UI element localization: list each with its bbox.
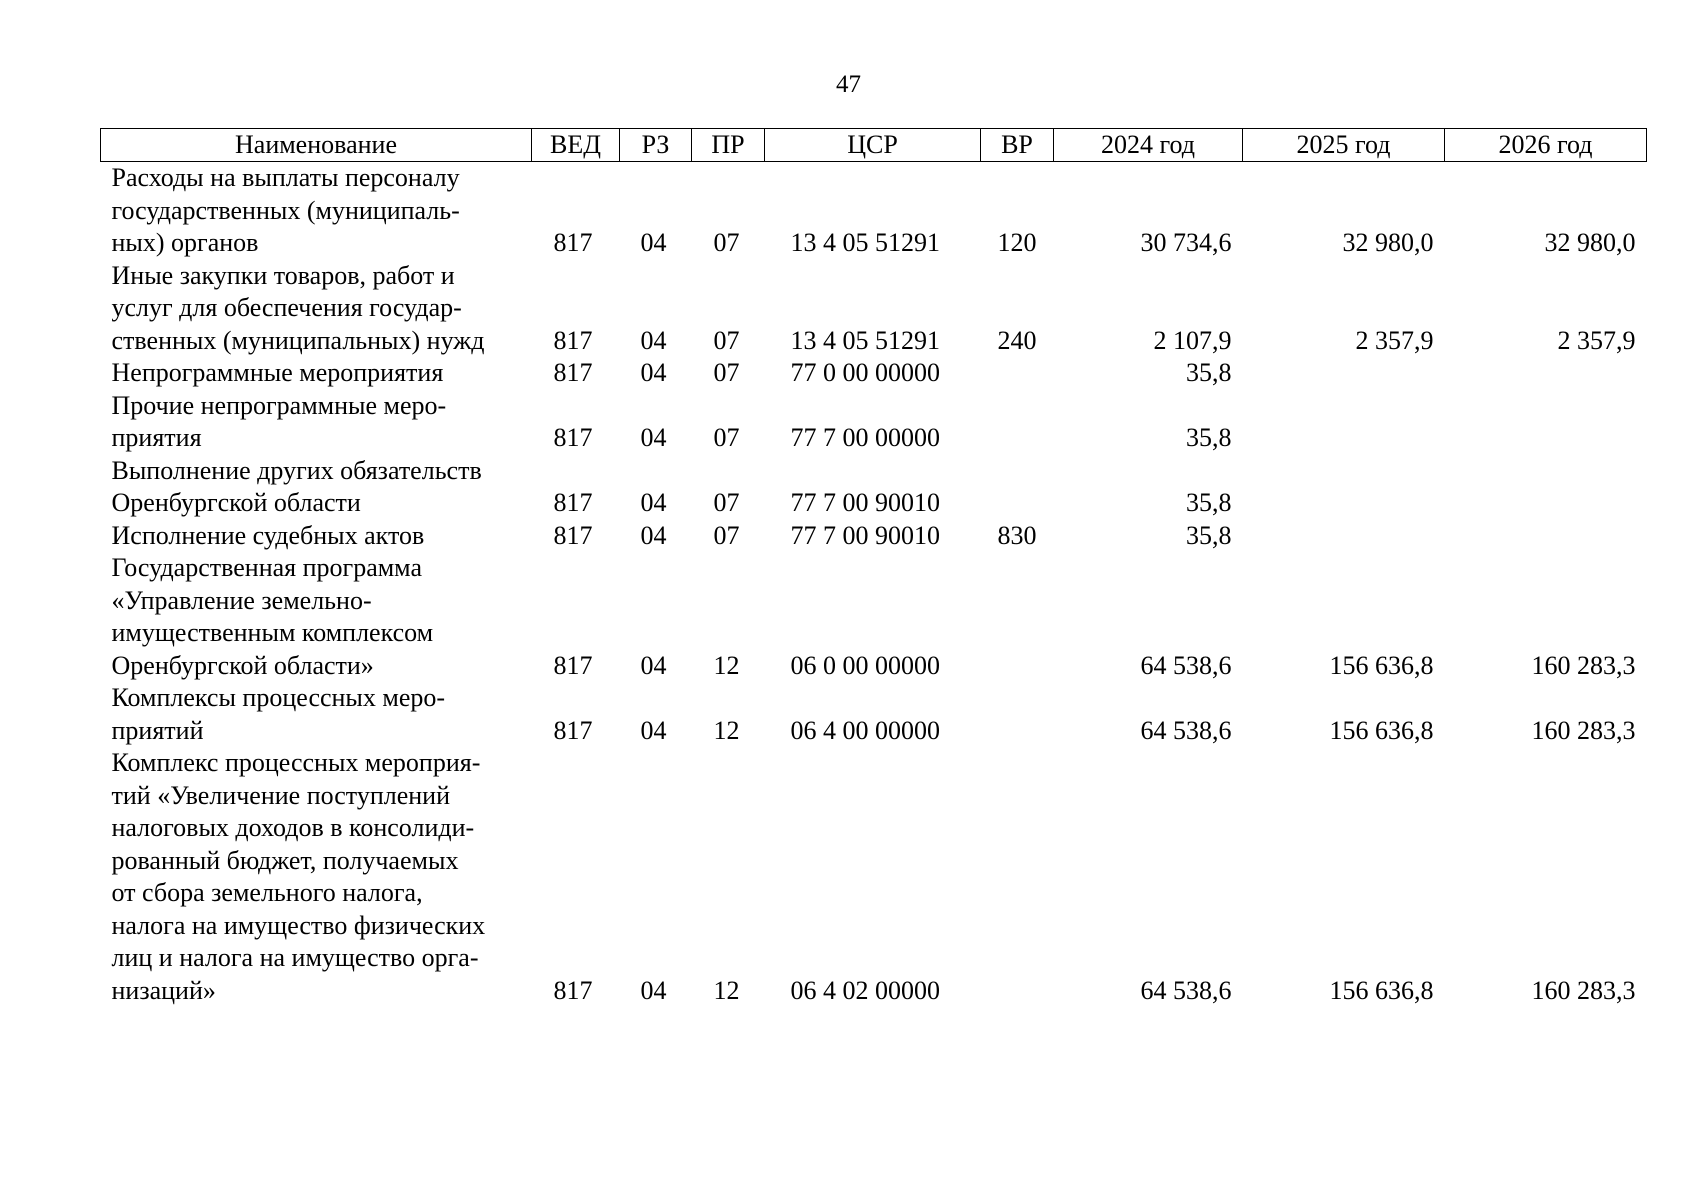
row-name-line: налоговых доходов в консолиди- xyxy=(111,813,475,842)
row-ved: 817 xyxy=(553,520,593,550)
row-2024: 30 734,6 xyxy=(1140,228,1232,257)
table-row xyxy=(101,455,1647,520)
row-rz: 04 xyxy=(640,520,667,550)
row-2025: 156 636,8 xyxy=(1329,650,1434,680)
row-name-line: тий «Увеличение поступлений xyxy=(111,780,450,810)
row-2026: 160 283,3 xyxy=(1531,715,1636,745)
row-2024: 64 538,6 xyxy=(1140,715,1232,745)
row-vr xyxy=(981,682,1054,747)
row-2024: 35,8 xyxy=(1186,423,1232,452)
row-name-line: ных) органов xyxy=(111,228,259,257)
row-name-line: приятия xyxy=(111,423,202,452)
row-name xyxy=(101,357,532,390)
row-name xyxy=(101,520,532,553)
row-name-line: лиц и налога на имущество орга- xyxy=(111,943,479,972)
row-name-line: Выполнение других обязательств xyxy=(111,455,482,485)
row-name-line: ственных (муниципальных) нужд xyxy=(111,325,485,355)
table-row xyxy=(101,390,1647,455)
table-row xyxy=(101,552,1647,682)
row-2025: 2 357,9 xyxy=(1355,325,1434,355)
row-name-line: низаций» xyxy=(111,975,216,1005)
row-name-line: Оренбургской области xyxy=(111,488,361,517)
row-ved: 817 xyxy=(553,488,593,517)
row-rz: 04 xyxy=(640,423,667,452)
row-2024: 35,8 xyxy=(1186,358,1232,387)
row-ved: 817 xyxy=(553,423,593,452)
row-name-line: «Управление земельно- xyxy=(111,585,372,615)
row-2025: 32 980,0 xyxy=(1342,228,1434,257)
row-rz: 04 xyxy=(640,975,667,1005)
row-2024: 64 538,6 xyxy=(1140,650,1232,680)
row-csr: 13 4 05 51291 xyxy=(790,325,940,355)
row-2024: 35,8 xyxy=(1186,488,1232,517)
row-vr xyxy=(981,747,1054,1007)
row-ved: 817 xyxy=(553,325,593,355)
row-name-line: Комплексы процессных меро- xyxy=(111,683,446,712)
row-2025: 156 636,8 xyxy=(1329,975,1434,1005)
row-name-line: Комплекс процессных мероприя- xyxy=(111,748,481,777)
row-ved: 817 xyxy=(553,650,593,680)
row-2025 xyxy=(1243,455,1445,520)
row-2024: 2 107,9 xyxy=(1153,325,1232,355)
row-rz: 04 xyxy=(640,228,667,257)
row-2026: 32 980,0 xyxy=(1544,228,1636,257)
row-vr: 830 xyxy=(997,520,1037,550)
row-name xyxy=(101,682,532,747)
page-number: 47 xyxy=(836,71,861,98)
row-name-line: услуг для обеспечения государ- xyxy=(111,293,462,322)
row-2026: 160 283,3 xyxy=(1531,975,1636,1005)
row-pr: 12 xyxy=(713,715,740,745)
row-2026: 2 357,9 xyxy=(1557,325,1636,355)
row-pr: 07 xyxy=(713,228,740,257)
header-name: Наименование xyxy=(101,129,532,162)
row-csr: 06 4 02 00000 xyxy=(790,975,940,1005)
header-pr: ПР xyxy=(692,129,765,162)
row-rz: 04 xyxy=(640,488,667,517)
row-name-line: налога на имущество физических xyxy=(111,910,486,940)
table-row xyxy=(101,357,1647,390)
row-csr: 13 4 05 51291 xyxy=(790,228,940,257)
row-2026 xyxy=(1445,357,1647,390)
row-rz: 04 xyxy=(640,325,667,355)
row-pr: 12 xyxy=(713,975,740,1005)
header-vr: ВР xyxy=(981,129,1054,162)
row-name xyxy=(101,260,532,358)
row-csr: 77 0 00 00000 xyxy=(790,358,940,387)
header-2024: 2024 год xyxy=(1054,129,1243,162)
row-2024: 64 538,6 xyxy=(1140,975,1232,1005)
table-row xyxy=(101,747,1647,1007)
row-rz: 04 xyxy=(640,650,667,680)
row-csr: 77 7 00 00000 xyxy=(790,423,940,452)
row-2024: 35,8 xyxy=(1186,520,1232,550)
budget-table xyxy=(100,128,1647,1007)
row-vr: 240 xyxy=(997,325,1037,355)
row-rz: 04 xyxy=(640,358,667,387)
row-2025 xyxy=(1243,357,1445,390)
header-ved: ВЕД xyxy=(532,129,620,162)
row-name xyxy=(101,390,532,455)
row-name-line: Оренбургской области» xyxy=(111,650,374,680)
row-name xyxy=(101,162,532,260)
row-vr xyxy=(981,552,1054,682)
row-name xyxy=(101,747,532,1007)
row-name-line: Государственная программа xyxy=(111,553,423,582)
row-pr: 12 xyxy=(713,650,740,680)
row-ved: 817 xyxy=(553,715,593,745)
row-2026 xyxy=(1445,455,1647,520)
row-pr: 07 xyxy=(713,488,740,517)
row-name-line: государственных (муниципаль- xyxy=(111,195,460,225)
row-ved: 817 xyxy=(553,228,593,257)
row-ved: 817 xyxy=(553,975,593,1005)
header-rz: РЗ xyxy=(620,129,692,162)
row-name-line: Непрограммные мероприятия xyxy=(111,358,444,387)
row-2025 xyxy=(1243,520,1445,553)
table-row xyxy=(101,260,1647,358)
row-name-line: Расходы на выплаты персоналу xyxy=(111,163,460,192)
row-csr: 77 7 00 90010 xyxy=(790,488,940,517)
row-2026 xyxy=(1445,390,1647,455)
table-row xyxy=(101,520,1647,553)
row-vr xyxy=(981,357,1054,390)
row-name-line: приятий xyxy=(111,715,204,745)
row-pr: 07 xyxy=(713,423,740,452)
row-2025 xyxy=(1243,390,1445,455)
row-2025: 156 636,8 xyxy=(1329,715,1434,745)
row-name-line: Прочие непрограммные меро- xyxy=(111,390,447,420)
header-csr: ЦСР xyxy=(765,129,981,162)
row-vr: 120 xyxy=(997,228,1037,257)
row-name-line: рованный бюджет, получаемых xyxy=(111,845,459,875)
row-name xyxy=(101,552,532,682)
row-2026 xyxy=(1445,520,1647,553)
row-csr: 06 4 00 00000 xyxy=(790,715,940,745)
row-pr: 07 xyxy=(713,358,740,387)
row-name-line: Исполнение судебных актов xyxy=(111,520,425,550)
row-csr: 06 0 00 00000 xyxy=(790,650,940,680)
table-row xyxy=(101,682,1647,747)
row-name-line: от сбора земельного налога, xyxy=(111,878,423,907)
row-vr xyxy=(981,390,1054,455)
row-name-line: имущественным комплексом xyxy=(111,618,434,647)
row-csr: 77 7 00 90010 xyxy=(790,520,940,550)
table-header-row xyxy=(101,129,1647,162)
row-name-line: Иные закупки товаров, работ и xyxy=(111,260,455,290)
row-rz: 04 xyxy=(640,715,667,745)
table-row xyxy=(101,162,1647,260)
row-name xyxy=(101,455,532,520)
row-ved: 817 xyxy=(553,358,593,387)
row-2026: 160 283,3 xyxy=(1531,650,1636,680)
row-pr: 07 xyxy=(713,520,740,550)
row-pr: 07 xyxy=(713,325,740,355)
header-2026: 2026 год xyxy=(1445,129,1647,162)
row-vr xyxy=(981,455,1054,520)
header-2025: 2025 год xyxy=(1243,129,1445,162)
